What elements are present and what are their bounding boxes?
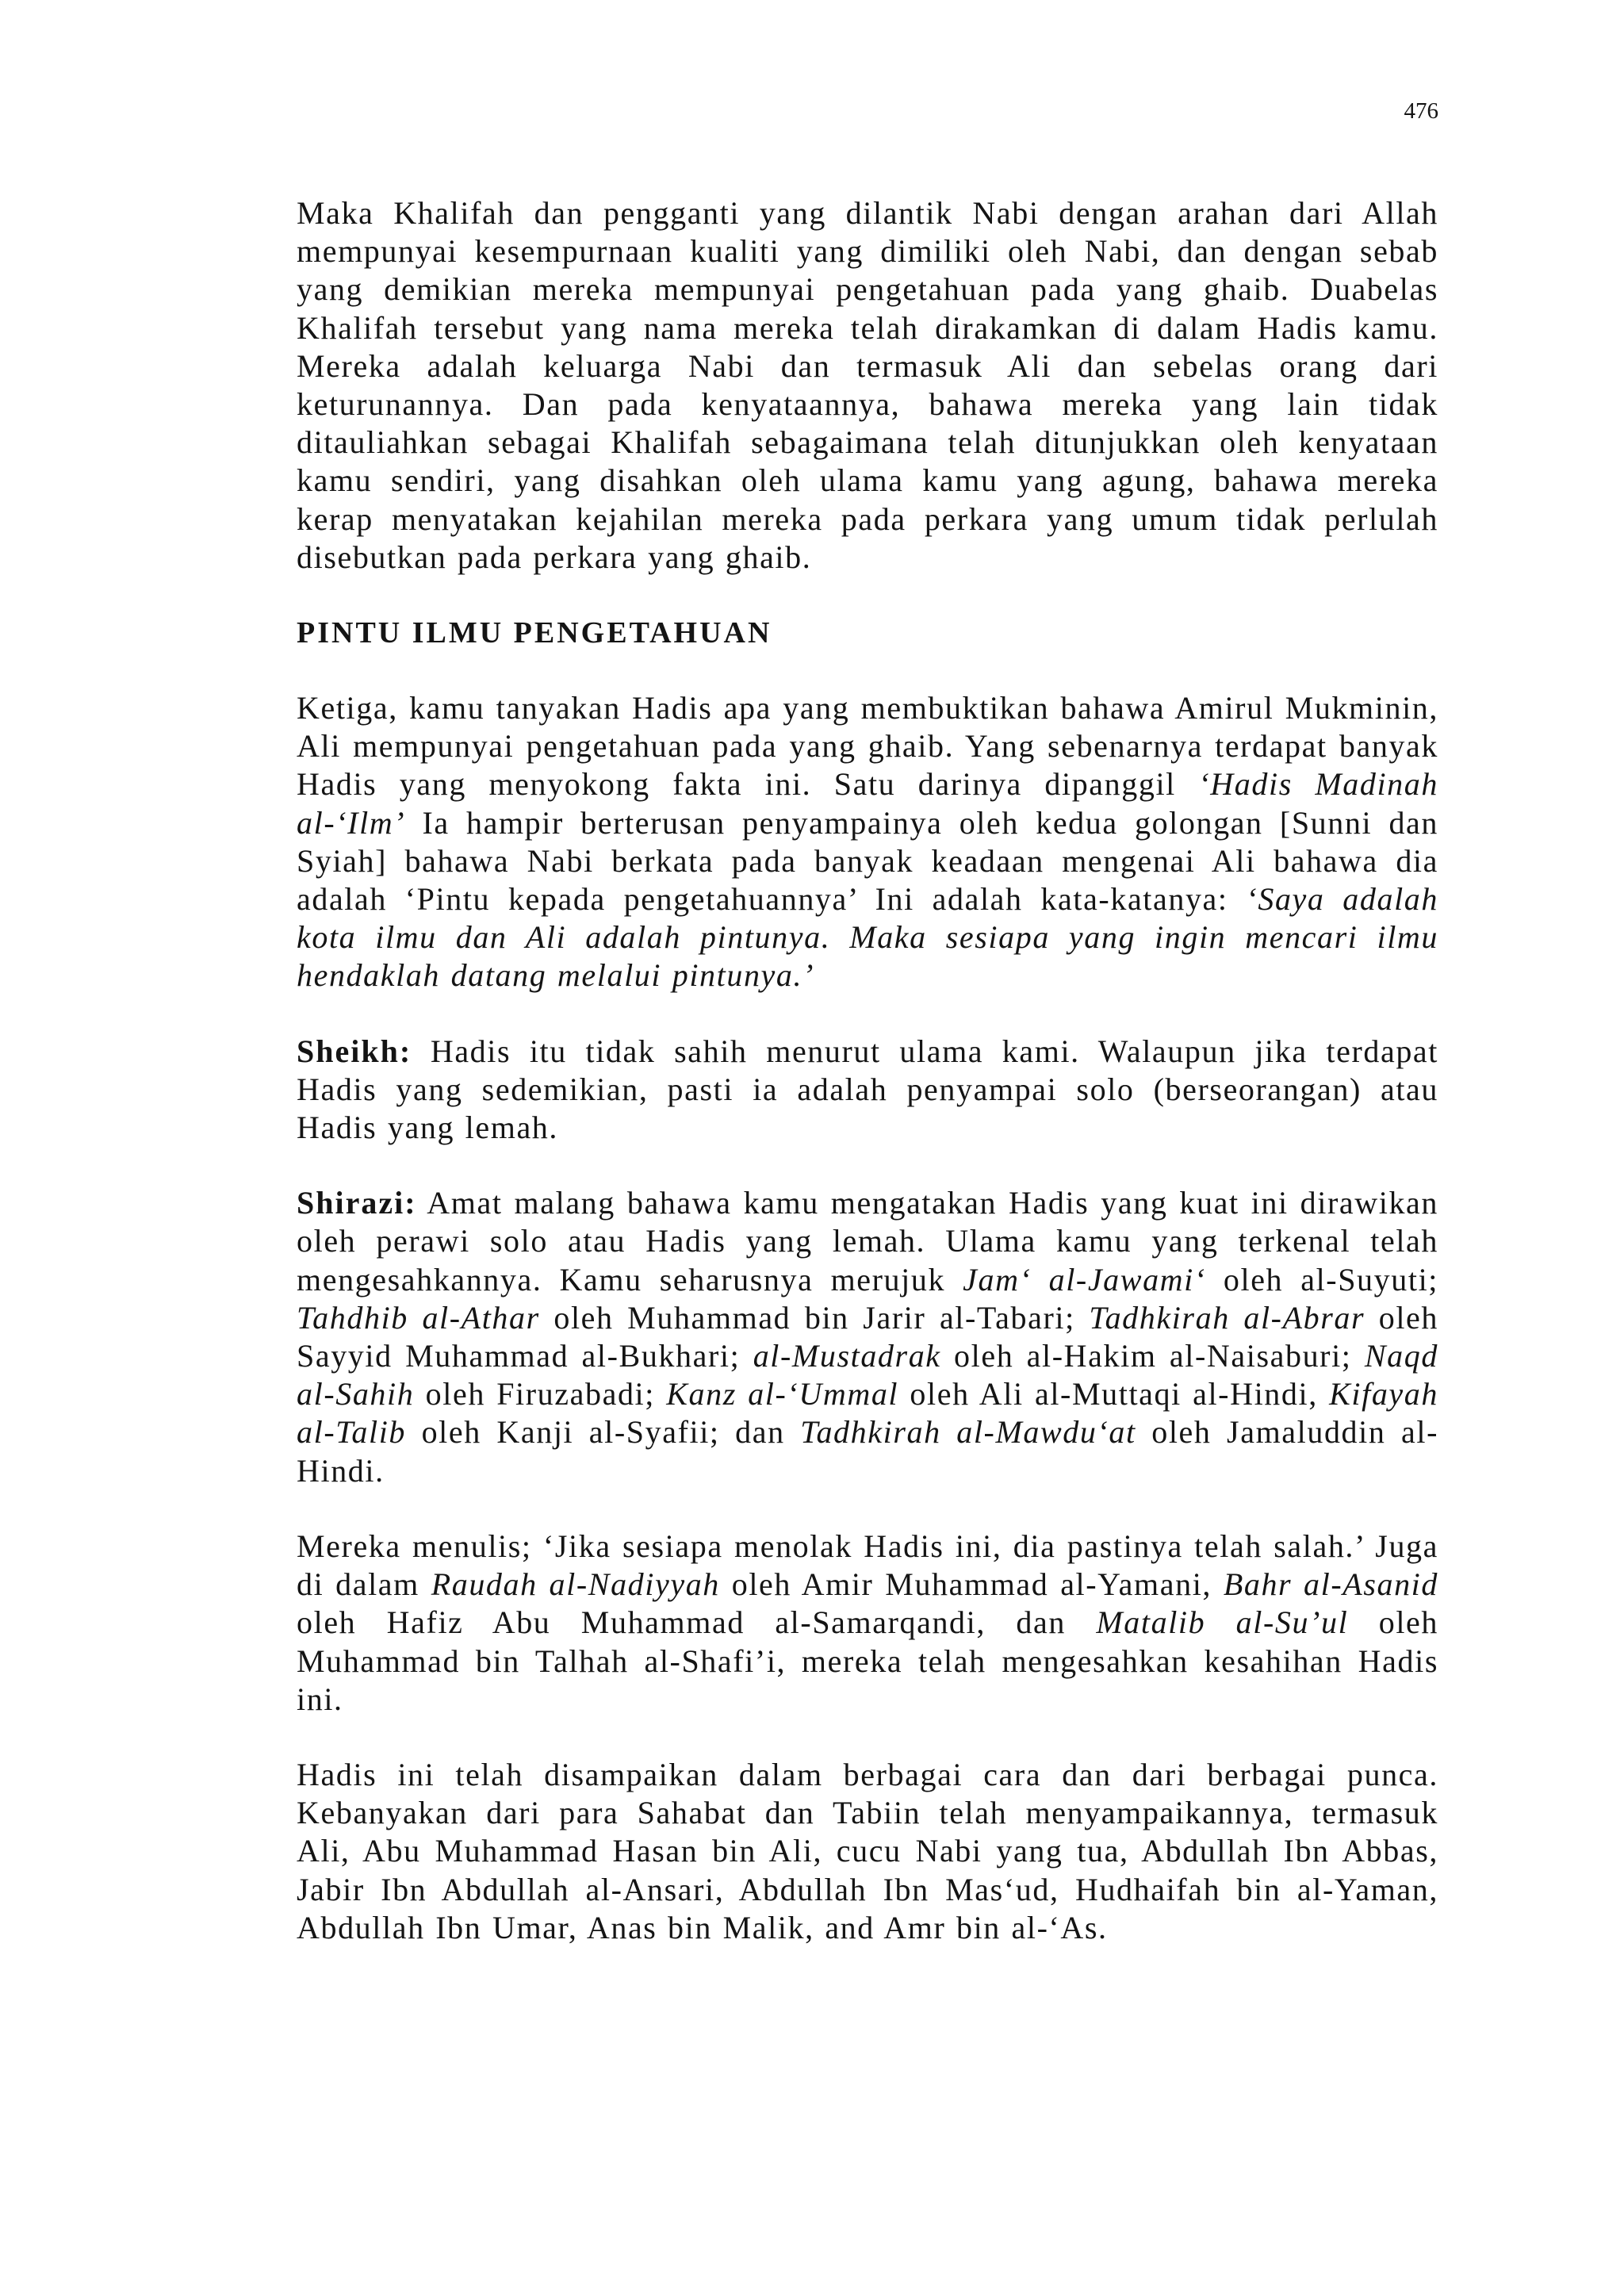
text-run: Amat malang bahawa kamu mengatakan Hadis yang kuat ini dirawikan oleh perawi solo atau Hadis yang lemah. Ulama kamu yang terkenal telah mengesahkannya. Kamu seharusnya merujuk [297, 1185, 1438, 1297]
book-title: Bahr al-Asanid [1223, 1566, 1438, 1603]
book-title: Naqd al-Sahih [297, 1338, 1438, 1412]
paragraph-hadis-madinah [297, 689, 1438, 995]
page-body [297, 194, 1438, 1947]
book-title: Jam‘ al-Jawami‘ [963, 1261, 1206, 1297]
text-run: Mereka menulis; ‘Jika sesiapa menolak Hadis ini, dia pastinya telah salah.’ Juga di dalam [297, 1527, 1438, 1603]
speaker-label: Shirazi: [297, 1185, 417, 1221]
text-run: oleh al-Suyuti; [1205, 1261, 1439, 1297]
speaker-label: Sheikh: [297, 1033, 412, 1069]
paragraph-sheikh [297, 1033, 1438, 1148]
paragraph-shirazi [297, 1184, 1438, 1490]
book-title: Tadhkirah al-Mawdu‘at [800, 1414, 1136, 1451]
book-title: Tahdhib al-Athar [297, 1299, 540, 1336]
book-title: al-Mustadrak [753, 1338, 941, 1374]
text-run: Hadis itu tidak sahih menurut ulama kami. Walaupun jika terdapat Hadis yang sedemikian, pasti ia adalah penyampai solo (berseorangan) atau Hadis yang lemah. [297, 1033, 1438, 1146]
section-heading: PINTU ILMU PENGETAHUAN [297, 616, 772, 650]
book-title: Matalib al-Su’ul [1096, 1604, 1349, 1641]
paragraph-narrators: Hadis ini telah disampaikan dalam berbagai cara dan dari berbagai punca. Kebanyakan dari para Sahabat dan Tabiin telah menyampaikannya, termasuk Ali, Abu Muhammad Hasan bin Ali, cucu Nabi yang tua, Abdullah Ibn Abbas, Jabir Ibn Abdullah al-Ansari, Abdullah Ibn Mas‘ud, Hudhaifah bin al-Yaman, Abdullah Ibn Umar, Anas bin Malik, and Amr bin al-‘As. [297, 1756, 1438, 1945]
page-number: 476 [1404, 98, 1438, 124]
book-title: Tadhkirah al-Abrar [1089, 1299, 1365, 1336]
text-run: Ia hampir berterusan penyampainya oleh kedua golongan [Sunni dan Syiah] bahawa Nabi berkata pada banyak keadaan mengenai Ali bahawa dia adalah ‘Pintu kepada pengetahuannya’ Ini adalah kata-katanya: [297, 804, 1438, 918]
text-run: oleh Kanji al-Syafii; dan [406, 1414, 801, 1451]
book-title: Kanz al-‘Ummal [666, 1376, 899, 1412]
text-run: oleh al-Hakim al-Naisaburi; [940, 1338, 1365, 1374]
paragraph-khalifah: Maka Khalifah dan pengganti yang dilantik Nabi dengan arahan dari Allah mempunyai kesempurnaan kualiti yang dimiliki oleh Nabi, dan dengan sebab yang demikian mereka mempunyai pengetahuan pada yang ghaib. Duabelas Khalifah tersebut yang nama mereka telah dirakamkan di dalam Hadis kamu. Mereka adalah keluarga Nabi dan termasuk Ali dan sebelas orang dari keturunannya. Dan pada kenyataannya, bahawa mereka yang lain tidak ditauliahkan sebagai Khalifah sebagaimana telah ditunjukkan oleh kenyataan kamu sendiri, yang disahkan oleh ulama kamu yang agung, bahawa mereka kerap menyatakan kejahilan mereka pada perkara yang umum tidak perlulah disebutkan pada perkara yang ghaib. [297, 195, 1438, 575]
text-run: oleh Muhammad bin Talhah al-Shafi’i, mereka telah mengesahkan kesahihan Hadis ini. [297, 1604, 1438, 1717]
text-run: oleh Ali al-Muttaqi al-Hindi, [898, 1376, 1330, 1412]
paragraph-mereka-menulis [297, 1527, 1438, 1719]
text-run: oleh Hafiz Abu Muhammad al-Samarqandi, dan [297, 1604, 1097, 1641]
text-run: oleh Jamaluddin al-Hindi. [297, 1414, 1438, 1489]
text-run: Ketiga, kamu tanyakan Hadis apa yang membuktikan bahawa Amirul Mukminin, Ali mempunyai pengetahuan pada yang ghaib. Yang sebenarnya terdapat banyak Hadis yang menyokong fakta ini. Satu darinya dipanggil [297, 690, 1438, 803]
text-run: oleh Amir Muhammad al-Yamani, [719, 1566, 1224, 1603]
book-title: Kifayah al-Talib [297, 1376, 1438, 1451]
italic-title: ‘Hadis Madinah al-‘Ilm’ [297, 766, 1438, 841]
italic-quote: ‘Saya adalah kota ilmu dan Ali adalah pintunya. Maka sesiapa yang ingin mencari ilmu hendaklah datang melalui pintunya.’ [297, 881, 1438, 994]
text-run: oleh Muhammad bin Jarir al-Tabari; [539, 1299, 1090, 1336]
text-run: oleh Firuzabadi; [414, 1376, 667, 1412]
book-title: Raudah al-Nadiyyah [431, 1566, 720, 1603]
text-run: oleh Sayyid Muhammad al-Bukhari; [297, 1299, 1438, 1374]
